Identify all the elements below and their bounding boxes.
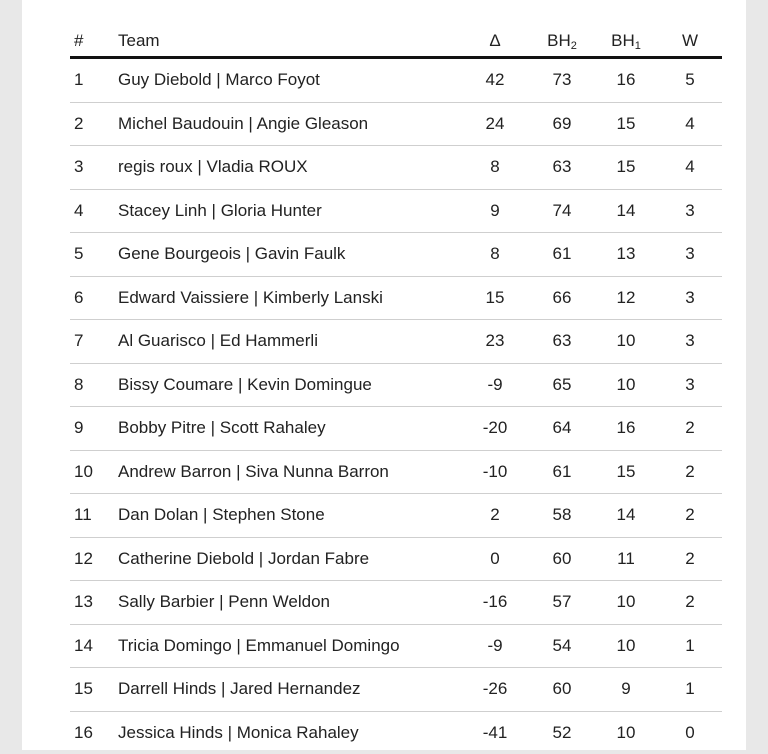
delta-cell: 42 bbox=[460, 58, 530, 103]
rank-cell: 2 bbox=[70, 102, 118, 146]
bh1-cell: 11 bbox=[594, 537, 658, 581]
delta-cell: 8 bbox=[460, 233, 530, 277]
bh2-cell: 69 bbox=[530, 102, 594, 146]
rank-cell: 11 bbox=[70, 494, 118, 538]
wins-cell: 2 bbox=[658, 494, 722, 538]
bh2-cell: 63 bbox=[530, 146, 594, 190]
rank-cell: 13 bbox=[70, 581, 118, 625]
table-row bbox=[70, 363, 722, 407]
rank-cell: 10 bbox=[70, 450, 118, 494]
table-row bbox=[70, 537, 722, 581]
bh2-cell: 52 bbox=[530, 711, 594, 754]
header-bh2 bbox=[530, 26, 594, 58]
bh2-cell: 57 bbox=[530, 581, 594, 625]
team-cell: Jessica Hinds | Monica Rahaley bbox=[118, 711, 460, 754]
bh2-cell: 61 bbox=[530, 450, 594, 494]
wins-cell: 3 bbox=[658, 233, 722, 277]
table-row bbox=[70, 668, 722, 712]
bh1-cell: 16 bbox=[594, 407, 658, 451]
delta-cell: 0 bbox=[460, 537, 530, 581]
bh1-cell: 10 bbox=[594, 624, 658, 668]
rank-cell: 1 bbox=[70, 58, 118, 103]
wins-cell: 3 bbox=[658, 320, 722, 364]
table-row bbox=[70, 407, 722, 451]
bh2-cell: 65 bbox=[530, 363, 594, 407]
team-cell: Bissy Coumare | Kevin Domingue bbox=[118, 363, 460, 407]
rank-cell: 12 bbox=[70, 537, 118, 581]
bh2-cell: 58 bbox=[530, 494, 594, 538]
team-cell: Edward Vaissiere | Kimberly Lanski bbox=[118, 276, 460, 320]
delta-cell: 2 bbox=[460, 494, 530, 538]
delta-cell: -16 bbox=[460, 581, 530, 625]
wins-cell: 1 bbox=[658, 668, 722, 712]
team-cell: Gene Bourgeois | Gavin Faulk bbox=[118, 233, 460, 277]
standings-table bbox=[70, 26, 722, 754]
rank-cell: 6 bbox=[70, 276, 118, 320]
bh1-cell: 14 bbox=[594, 494, 658, 538]
bh1-cell: 16 bbox=[594, 58, 658, 103]
bh2-cell: 64 bbox=[530, 407, 594, 451]
rank-cell: 8 bbox=[70, 363, 118, 407]
bh1-cell: 15 bbox=[594, 102, 658, 146]
table-body bbox=[70, 58, 722, 754]
bh2-cell: 60 bbox=[530, 537, 594, 581]
wins-cell: 1 bbox=[658, 624, 722, 668]
delta-cell: 23 bbox=[460, 320, 530, 364]
team-cell: Tricia Domingo | Emmanuel Domingo bbox=[118, 624, 460, 668]
team-cell: regis roux | Vladia ROUX bbox=[118, 146, 460, 190]
bh1-cell: 15 bbox=[594, 146, 658, 190]
wins-cell: 3 bbox=[658, 276, 722, 320]
table-row bbox=[70, 320, 722, 364]
team-cell: Michel Baudouin | Angie Gleason bbox=[118, 102, 460, 146]
wins-cell: 0 bbox=[658, 711, 722, 754]
rank-cell: 9 bbox=[70, 407, 118, 451]
header-wins: W bbox=[658, 26, 722, 58]
team-cell: Guy Diebold | Marco Foyot bbox=[118, 58, 460, 103]
standings-sheet bbox=[22, 0, 746, 750]
rank-cell: 4 bbox=[70, 189, 118, 233]
rank-cell: 3 bbox=[70, 146, 118, 190]
table-row bbox=[70, 624, 722, 668]
delta-cell: -26 bbox=[460, 668, 530, 712]
delta-cell: -41 bbox=[460, 711, 530, 754]
delta-cell: -10 bbox=[460, 450, 530, 494]
wins-cell: 4 bbox=[658, 146, 722, 190]
header-bh1 bbox=[594, 26, 658, 58]
bh1-cell: 10 bbox=[594, 363, 658, 407]
team-cell: Al Guarisco | Ed Hammerli bbox=[118, 320, 460, 364]
bh1-cell: 10 bbox=[594, 581, 658, 625]
rank-cell: 16 bbox=[70, 711, 118, 754]
wins-cell: 5 bbox=[658, 58, 722, 103]
header-bh1-sub: 1 bbox=[635, 40, 641, 52]
table-row bbox=[70, 146, 722, 190]
table-row bbox=[70, 189, 722, 233]
bh2-cell: 63 bbox=[530, 320, 594, 364]
delta-cell: -9 bbox=[460, 363, 530, 407]
bh2-cell: 61 bbox=[530, 233, 594, 277]
bh2-cell: 73 bbox=[530, 58, 594, 103]
delta-cell: 15 bbox=[460, 276, 530, 320]
team-cell: Sally Barbier | Penn Weldon bbox=[118, 581, 460, 625]
bh2-cell: 66 bbox=[530, 276, 594, 320]
bh2-cell: 54 bbox=[530, 624, 594, 668]
delta-cell: -9 bbox=[460, 624, 530, 668]
wins-cell: 2 bbox=[658, 450, 722, 494]
wins-cell: 4 bbox=[658, 102, 722, 146]
bh1-cell: 13 bbox=[594, 233, 658, 277]
delta-cell: 9 bbox=[460, 189, 530, 233]
table-row bbox=[70, 102, 722, 146]
table-row bbox=[70, 276, 722, 320]
delta-cell: 8 bbox=[460, 146, 530, 190]
table-row bbox=[70, 711, 722, 754]
wins-cell: 2 bbox=[658, 407, 722, 451]
delta-cell: -20 bbox=[460, 407, 530, 451]
team-cell: Bobby Pitre | Scott Rahaley bbox=[118, 407, 460, 451]
table-row bbox=[70, 494, 722, 538]
table-row bbox=[70, 450, 722, 494]
table-row bbox=[70, 581, 722, 625]
header-bh1-base: BH bbox=[611, 31, 635, 50]
bh1-cell: 14 bbox=[594, 189, 658, 233]
bh1-cell: 10 bbox=[594, 320, 658, 364]
table-row bbox=[70, 233, 722, 277]
header-delta: Δ bbox=[460, 26, 530, 58]
team-cell: Dan Dolan | Stephen Stone bbox=[118, 494, 460, 538]
rank-cell: 5 bbox=[70, 233, 118, 277]
team-cell: Darrell Hinds | Jared Hernandez bbox=[118, 668, 460, 712]
wins-cell: 3 bbox=[658, 363, 722, 407]
header-bh2-base: BH bbox=[547, 31, 571, 50]
team-cell: Catherine Diebold | Jordan Fabre bbox=[118, 537, 460, 581]
bh2-cell: 60 bbox=[530, 668, 594, 712]
header-team: Team bbox=[118, 26, 460, 58]
delta-cell: 24 bbox=[460, 102, 530, 146]
header-row bbox=[70, 26, 722, 58]
table-header bbox=[70, 26, 722, 58]
header-rank: # bbox=[70, 26, 118, 58]
rank-cell: 7 bbox=[70, 320, 118, 364]
rank-cell: 15 bbox=[70, 668, 118, 712]
bh1-cell: 9 bbox=[594, 668, 658, 712]
header-bh2-sub: 2 bbox=[571, 40, 577, 52]
wins-cell: 2 bbox=[658, 537, 722, 581]
bh1-cell: 15 bbox=[594, 450, 658, 494]
rank-cell: 14 bbox=[70, 624, 118, 668]
wins-cell: 3 bbox=[658, 189, 722, 233]
table-row bbox=[70, 58, 722, 103]
bh2-cell: 74 bbox=[530, 189, 594, 233]
bh1-cell: 12 bbox=[594, 276, 658, 320]
team-cell: Stacey Linh | Gloria Hunter bbox=[118, 189, 460, 233]
wins-cell: 2 bbox=[658, 581, 722, 625]
bh1-cell: 10 bbox=[594, 711, 658, 754]
team-cell: Andrew Barron | Siva Nunna Barron bbox=[118, 450, 460, 494]
